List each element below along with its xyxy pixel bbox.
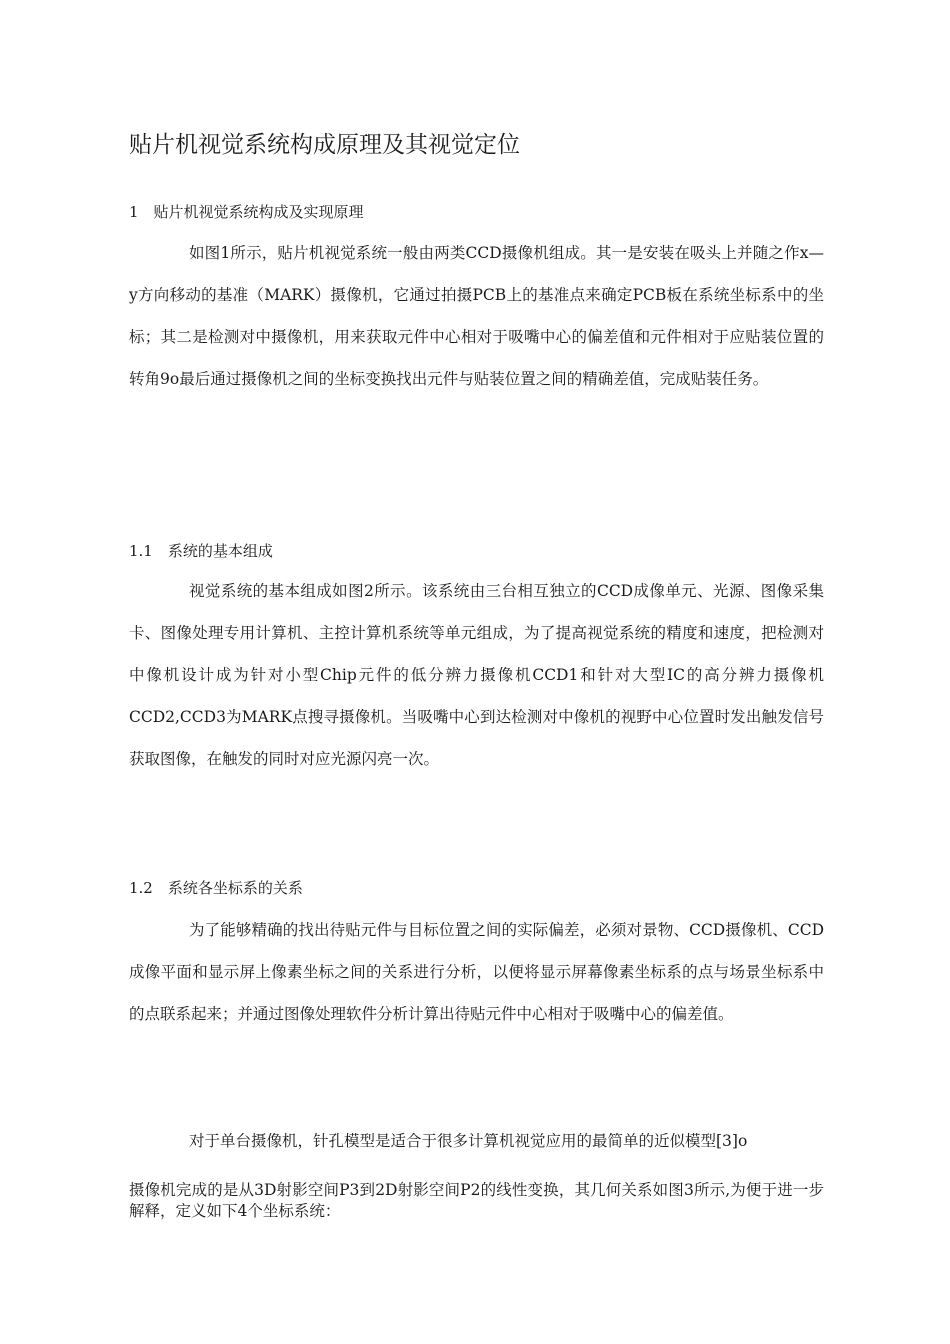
section-heading-1: 1 贴片机视觉系统构成及实现原理 xyxy=(129,203,364,221)
document-title: 贴片机视觉系统构成原理及其视觉定位 xyxy=(129,132,520,158)
section-1-paragraph: 如图1所示，贴片机视觉系统一般由两类CCD摄像机组成。其一是安装在吸头上并随之作x—y方向移动的基准（MARK）摄像机，它通过拍摄PCB上的基准点来确定PCB板在系统坐标系中的坐标；其二是检测对中摄像机，用来获取元件中心相对于吸嘴中心的偏差值和元件相对于应贴装位置的转角9o最后通过摄像机之间的坐标变换找出元件与贴装位置之间的精确差值，完成贴装任务。 xyxy=(129,244,824,388)
section-1-2-paragraph-3: 摄像机完成的是从3D射影空间P3到2D射影空间P2的线性变换，其几何关系如图3所示,为便于进一步解释，定义如下4个坐标系统： xyxy=(129,1181,824,1220)
section-1-1-paragraph: 视觉系统的基本组成如图2所示。该系统由三台相互独立的CCD成像单元、光源、图像采集卡、图像处理专用计算机、主控计算机系统等单元组成，为了提高视觉系统的精度和速度，把检测对中像机设计成为针对小型Chip元件的低分辨力摄像机CCD1和针对大型IC的高分辨力摄像机CCD2,CCD3为MARK点搜寻摄像机。当吸嘴中心到达检测对中像机的视野中心位置时发出触发信号获取图像，在触发的同时对应光源闪亮一次。 xyxy=(129,582,824,768)
section-1-2-paragraph-2: 对于单台摄像机，针孔模型是适合于很多计算机视觉应用的最简单的近似模型[3]o xyxy=(189,1132,748,1150)
section-1-2-paragraph-1: 为了能够精确的找出待贴元件与目标位置之间的实际偏差，必须对景物、CCD摄像机、CCD成像平面和显示屏上像素坐标之间的关系进行分析，以便将显示屏幕像素坐标系的点与场景坐标系中的点联系起来；并通过图像处理软件分析计算出待贴元件中心相对于吸嘴中心的偏差值。 xyxy=(129,921,824,1023)
section-heading-1-2: 1.2 系统各坐标系的关系 xyxy=(129,879,303,897)
section-heading-1-1: 1.1 系统的基本组成 xyxy=(129,542,273,560)
